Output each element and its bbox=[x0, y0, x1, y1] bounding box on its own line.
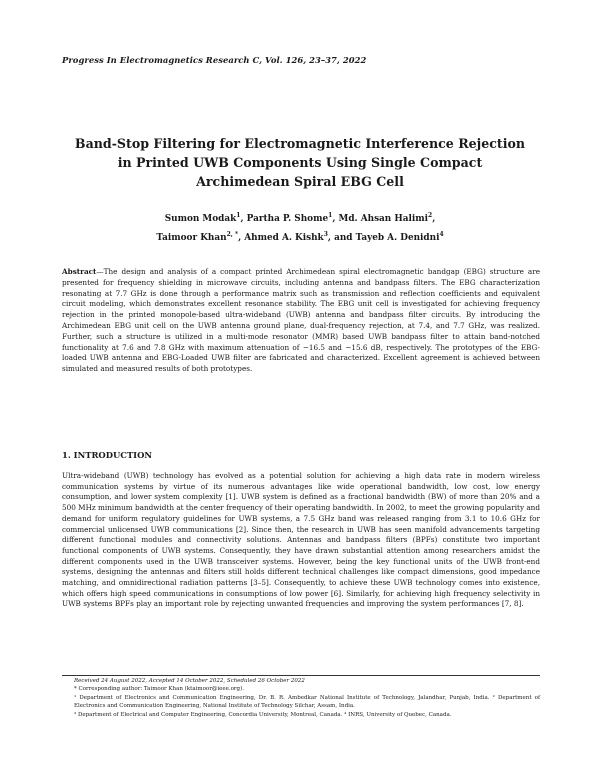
author-name: Taimoor Khan bbox=[156, 232, 227, 243]
author-line bbox=[60, 227, 540, 246]
author-list bbox=[60, 208, 540, 246]
abstract-label: Abstract bbox=[62, 267, 97, 276]
author-name: Ahmed A. Kishk bbox=[244, 232, 324, 243]
author-separator: , bbox=[332, 213, 339, 224]
author-affiliation: 1 bbox=[328, 212, 333, 219]
abstract bbox=[62, 267, 540, 375]
author-name: Partha P. Shome bbox=[246, 213, 329, 224]
title-line: Band-Stop Filtering for Electromagnetic Interference Rejection bbox=[74, 136, 526, 151]
footnotes bbox=[62, 677, 540, 719]
footnote-divider bbox=[62, 675, 540, 676]
author-separator: , bbox=[238, 232, 245, 243]
section-heading: 1. INTRODUCTION bbox=[62, 450, 153, 460]
abstract-text: —The design and analysis of a compact printed Archimedean spiral electromagnetic bandgap (EBG) structure are presented for frequency shielding in microwave circuits, including antenna and bandpass filters. The EBG characterization resonating at 7.7 GHz is done through a performance matrix such as transmission and reflection coefficients and equivalent circuit modeling, which demonstrates excellent resonance stability. The EBG unit cell is investigated for achieving frequency rejection in the printed monopole-based ultra-wideband (UWB) antenna and bandpass filter circuits. By introducing the Archimedean EBG unit cell on the UWB antenna ground plane, dual-frequency rejection, at 7.4, and 7.7 GHz, was realized. Further, such a structure is utilized in a multi-mode resonator (MMR) based UWB bandpass filter to attain band-notched functionality at 7.6 and 7.8 GHz with maximum attenuation of −16.5 and −15.6 dB, respectively. The prototypes of the EBG-loaded UWB antenna and EBG-Loaded UWB filter are fabricated and characterized. Excellent agreement is achieved between simulated and measured results of both prototypes. bbox=[62, 267, 540, 374]
received-dates: Received 24 August 2022, Accepted 14 October 2022, Scheduled 26 October 2022 bbox=[74, 678, 305, 684]
paper-title bbox=[60, 134, 540, 191]
author-line bbox=[60, 208, 540, 227]
author-separator: , and bbox=[327, 232, 356, 243]
author-affiliation: 4 bbox=[439, 230, 444, 238]
introduction-text: Ultra-wideband (UWB) technology has evolved as a potential solution for achieving a high data rate in modern wireless communication systems by virtue of its numerous advantages like wide operational bandwidth, low cost, low energy consumption, and lower system complexity [1]. UWB system is defined as a fractional bandwidth (BW) of more than 20% and a 500 MHz minimum bandwidth at the center frequency of their operating bandwidth. In 2002, to meet the growing popularity and demand for uniform regulatory guidelines for UWB systems, a 7.5 GHz band was released ranging from 3.1 to 10.6 GHz for commercial unlicensed UWB communications [2]. Since then, the research in UWB has seen manifold advancements targeting different functional modules and connectivity solutions. Antennas and bandpass filters (BPFs) constitute two important functional components of UWB systems. Consequently, they have drawn substantial attention among researchers amidst the different components used in the UWB transceiver systems. However, being the key functional units of the UWB front-end systems, designing the antennas and filters still holds different technical challenges like compact dimensions, good impedance matching, and omnidirectional radiation patterns [3–5]. Consequently, to achieve these UWB technology comes into existence, which offers high speed communications in consumptions of low power [6]. Similarly, for achieving high frequency selectivity in UWB systems BPFs play an important role by rejecting unwanted frequencies and improving the system performances [7, 8]. bbox=[62, 471, 540, 609]
journal-header: Progress In Electromagnetics Research C, Vol. 126, 23–37, 2022 bbox=[62, 55, 367, 65]
author-affiliation: 2, * bbox=[226, 230, 239, 238]
title-line: in Printed UWB Components Using Single Compact bbox=[117, 155, 483, 170]
author-name: Tayeb A. Denidni bbox=[355, 232, 440, 243]
author-separator: , bbox=[240, 213, 247, 224]
corresponding-author: * Corresponding author: Taimoor Khan (ktaimoor@ieee.org). bbox=[74, 686, 244, 693]
author-name: Sumon Modak bbox=[164, 213, 237, 224]
author-name: Md. Ahsan Halimi bbox=[338, 213, 428, 224]
author-affiliation: 1 bbox=[236, 212, 241, 219]
author-separator: , bbox=[432, 213, 436, 224]
affiliation-note: ³ Department of Electrical and Computer Engineering, Concordia University, Montreal, Canada. ⁴ INRS, University of Quebec, Canada. bbox=[74, 711, 452, 718]
affiliation-note: ¹ Department of Electronics and Communication Engineering, Dr. B. R. Ambedkar National Institute of Technology, Jalandhar, Punjab, India. ² Department of Electronics and Communication Engineering, National Institute of Technology Silchar, Assam, India. bbox=[74, 694, 540, 710]
author-affiliation: 2 bbox=[428, 212, 433, 219]
title-line: Archimedean Spiral EBG Cell bbox=[196, 174, 404, 189]
author-affiliation: 3 bbox=[323, 230, 328, 238]
